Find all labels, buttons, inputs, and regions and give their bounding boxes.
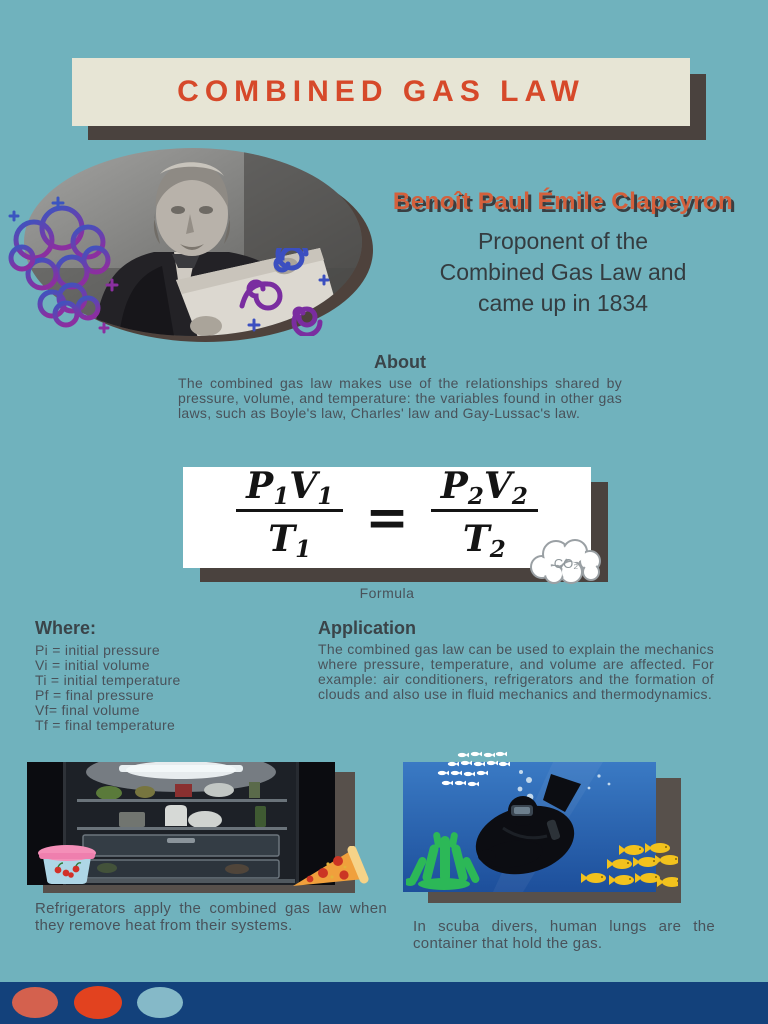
where-heading: Where:: [35, 618, 97, 638]
scuba-caption: In scuba divers, human lungs are the container that hold the gas.: [413, 918, 715, 952]
palette-dot-blue: [137, 987, 183, 1018]
co2-cloud-icon: [524, 537, 608, 585]
scientist-block: [378, 188, 748, 319]
application-body: The combined gas law can be used to explain the mechanics where pressure, temperature, and volume are affected. For example: air conditioners, refrigerators and the formation of clouds and also use in fluid mechanics and thermodynamics.: [318, 641, 714, 702]
swirl-doodle-icon: [236, 248, 331, 336]
cloud-doodle-icon: [0, 192, 122, 340]
pizza-slice-icon: [290, 846, 370, 892]
page-title: COMBINED GAS LAW: [177, 75, 585, 108]
where-item: Pi = initial pressure: [35, 642, 160, 658]
where-item: Vi = initial volume: [35, 657, 150, 673]
application-heading: Application: [318, 618, 416, 638]
palette-dot-red: [74, 986, 122, 1019]
where-section: [35, 618, 315, 733]
refrigerator-caption: Refrigerators apply the combined gas law when they remove heat from their systems.: [35, 900, 387, 934]
scientist-name: Benoît Paul Émile Clapeyron: [392, 188, 734, 215]
title-banner: [72, 58, 690, 126]
yellow-fish-school-icon: [566, 838, 678, 894]
svg-text:CO₂: CO₂: [553, 556, 579, 571]
white-fish-school-icon: [428, 750, 512, 794]
where-item: Ti = initial temperature: [35, 672, 181, 688]
scientist-description: Proponent of the Combined Gas Law and came up in 1834: [439, 228, 687, 316]
about-heading: About: [374, 352, 426, 372]
formula-right-fraction: $\frac{P_2V_2}{T_2}$: [431, 466, 538, 570]
where-item: Vf= final volume: [35, 702, 140, 718]
application-section: [318, 618, 714, 702]
palette-dot-coral: [12, 987, 58, 1018]
about-section: [178, 352, 622, 421]
coral-icon: [406, 828, 484, 890]
equals-sign: =: [365, 486, 409, 548]
where-item: Pf = final pressure: [35, 687, 154, 703]
formula-left-fraction: $\frac{P_1V_1}{T_1}$: [236, 466, 343, 570]
food-container-icon: [36, 844, 98, 886]
about-body: The combined gas law makes use of the relationships shared by pressure, volume, and temperature: the variables found in other gas laws, such as Boyle's law, Charles' law and Gay-Lussac's law.: [178, 375, 622, 421]
formula-caption: Formula: [359, 585, 415, 601]
where-item: Tf = final temperature: [35, 717, 176, 733]
